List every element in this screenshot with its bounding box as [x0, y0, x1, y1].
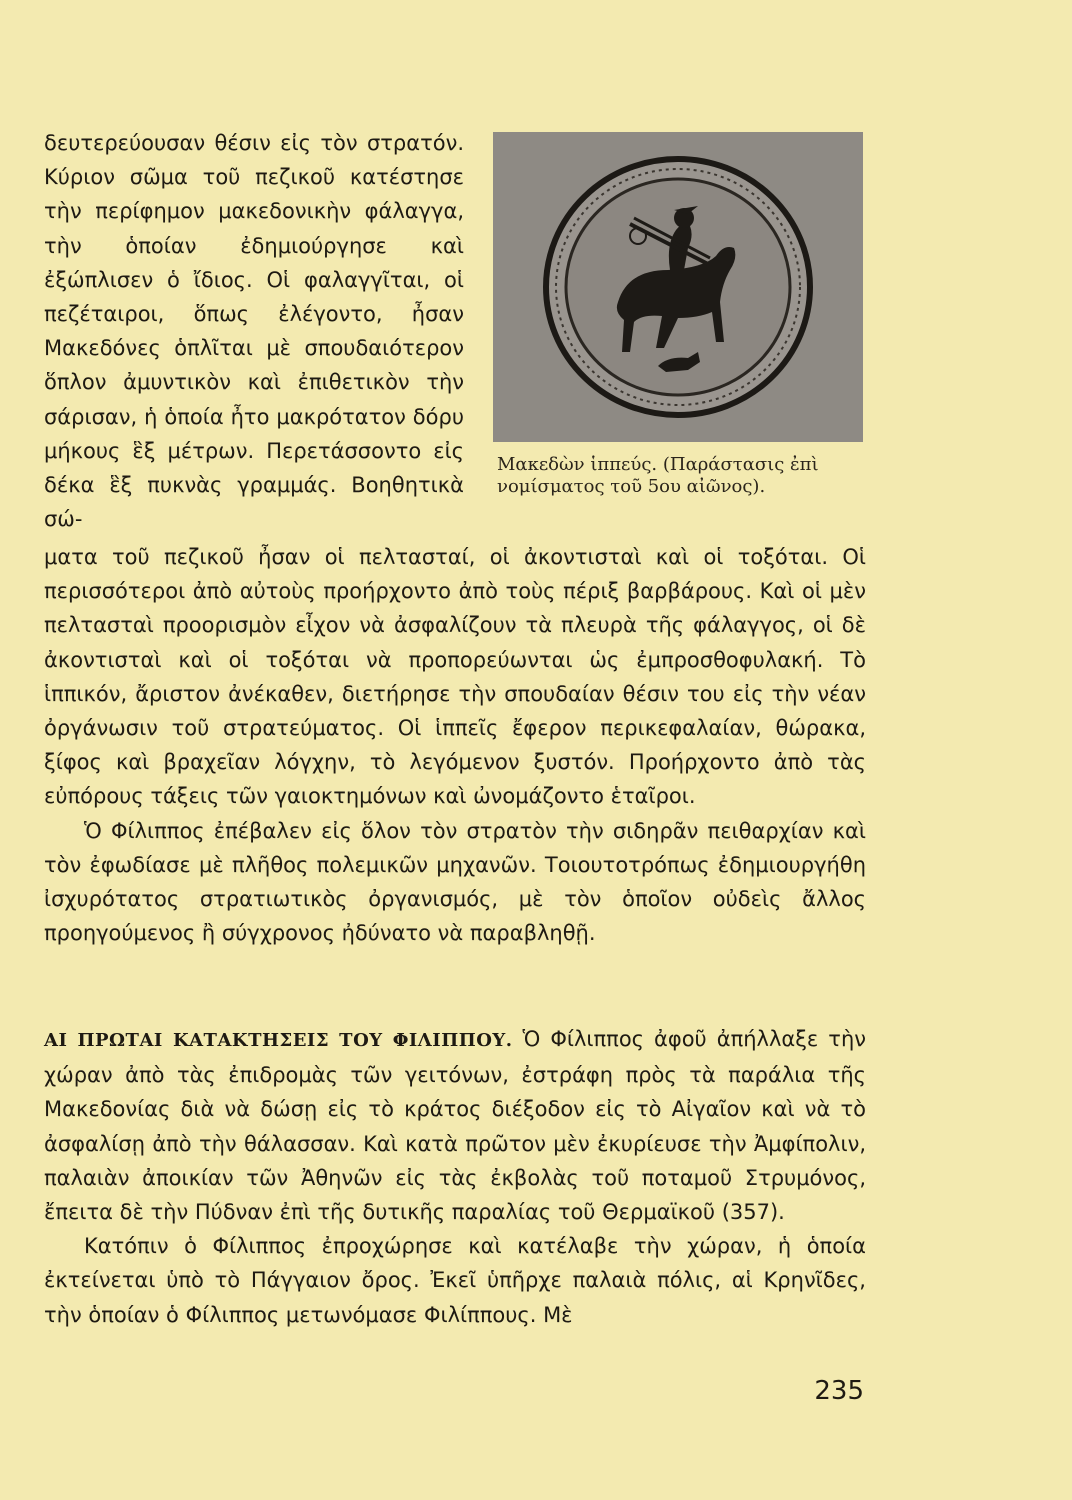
page-number: 235 — [814, 1376, 864, 1406]
main-text-block — [44, 540, 866, 950]
main-paragraph-2: Ὁ Φίλιππος ἐπέβαλεν εἰς ὅλον τὸν στρατὸν τὴν σιδηρᾶν πειθαρχίαν καὶ τὸν ἐφωδίασε μὲ πλῆθος πολεμικῶν μηχανῶν. Τοιουτοτρόπως ἐδημιουργήθη ἰσχυρότατος στρατιωτικὸς ὀργανισμός, μὲ τὸν ὁποῖον οὐδεὶς ἄλλος προηγούμενος ἢ σύγχρονος ἠδύνατο νὰ παραβληθῇ. — [44, 818, 866, 946]
section-paragraph-1 — [44, 1022, 866, 1229]
figure-caption: Μακεδὼν ἱππεύς. (Παράστασις ἐπὶ νομίσματος τοῦ 5ου αἰῶνος). — [497, 454, 819, 497]
section-text-1: Ὁ Φίλιππος ἀφοῦ ἀπήλλαξε τὴν χώραν ἀπὸ τὰς ἐπιδρομὰς τῶν γειτόνων, ἐστράφη πρὸς τὰ παράλια τῆς Μακεδονίας διὰ νὰ δώσῃ εἰς τὸ κράτος διέξοδον εἰς τὸ Αἰγαῖον καὶ νὰ τὸ ἀσφαλίσῃ ἀπὸ τὴν θάλασσαν. Καὶ κατὰ πρῶτον μὲν ἐκυρίευσε τὴν Ἀμφίπολιν, παλαιὰν ἀποικίαν τῶν Ἀθηνῶν εἰς τὰς ἐκβολὰς τοῦ ποταμοῦ Στρυμόνος, ἔπειτα δὲ τὴν Πύδναν ἐπὶ τῆς δυτικῆς παραλίας τοῦ Θερμαϊκοῦ (357). — [44, 1027, 866, 1225]
coin-photo-plate — [493, 132, 863, 442]
section-paragraph-2: Κατόπιν ὁ Φίλιππος ἐπροχώρησε καὶ κατέλαβε τὴν χώραν, ἡ ὁποία ἐκτείνεται ὑπὸ τὸ Πάγγαιον ὄρος. Ἐκεῖ ὑπῆρχε παλαιὰ πόλις, αἱ Κρηνῖδες, τὴν ὁποίαν ὁ Φίλιππος μετωνόμασε Φιλίππους. Μὲ — [44, 1234, 866, 1327]
coin-figure — [493, 132, 863, 498]
section-first-conquests — [44, 1022, 866, 1332]
section-heading: ΑΙ ΠΡΩΤΑΙ ΚΑΤΑΚΤΗΣΕΙΣ ΤΟΥ ΦΙΛΙΠΠΟΥ. — [44, 1030, 513, 1051]
column-text-block — [44, 126, 464, 536]
main-paragraph-1: ματα τοῦ πεζικοῦ ἦσαν οἱ πελτασταί, οἱ ἀκοντισταὶ καὶ οἱ τοξόται. Οἱ περισσότεροι ἀπὸ αὐτοὺς προήρχοντο ἀπὸ τοὺς πέριξ βαρβάρους. Καὶ οἱ μὲν πελτασταὶ προορισμὸν εἶχον νὰ ἀσφαλίζουν τὰ πλευρὰ τῆς φάλαγγος, οἱ δὲ ἀκοντισταὶ καὶ οἱ τοξόται νὰ προπορεύωνται ὡς ἐμπροσθοφυλακή. Τὸ ἱππικόν, ἄριστον ἀνέκαθεν, διετήρησε τὴν σπουδαίαν θέσιν του εἰς τὴν νέαν ὀργάνωσιν τοῦ στρατεύματος. Οἱ ἱππεῖς ἔφερον περικεφαλαίαν, θώρακα, ξίφος καὶ βραχεῖαν λόγχην, τὸ λεγόμενον ξυστόν. Προήρχοντο ἀπὸ τὰς εὐπόρους τάξεις τῶν γαιοκτημόνων καὶ ὠνομάζοντο ἑταῖροι. — [44, 545, 866, 809]
column-paragraph: δευτερεύουσαν θέσιν εἰς τὸν στρατόν. Κύριον σῶμα τοῦ πεζικοῦ κατέστησε τὴν περίφημον μακεδονικὴν φάλαγγα, τὴν ὁποίαν ἐδημιούργησε καὶ ἐξώπλισεν ὁ ἴδιος. Οἱ φαλαγγῖται, οἱ πεζέταιροι, ὅπως ἐλέγοντο, ἦσαν Μακεδόνες ὁπλῖται μὲ σπουδαιότερον ὅπλον ἀμυντικὸν καὶ ἐπιθετικὸν τὴν σάρισαν, ἡ ὁποία ἦτο μακρότατον δόρυ μήκους ἓξ μέτρων. Περετάσσοντο εἰς δέκα ἓξ πυκνὰς γραμμάς. Βοηθητικὰ σώ- — [44, 131, 464, 532]
coin-horseman-icon — [538, 152, 818, 422]
